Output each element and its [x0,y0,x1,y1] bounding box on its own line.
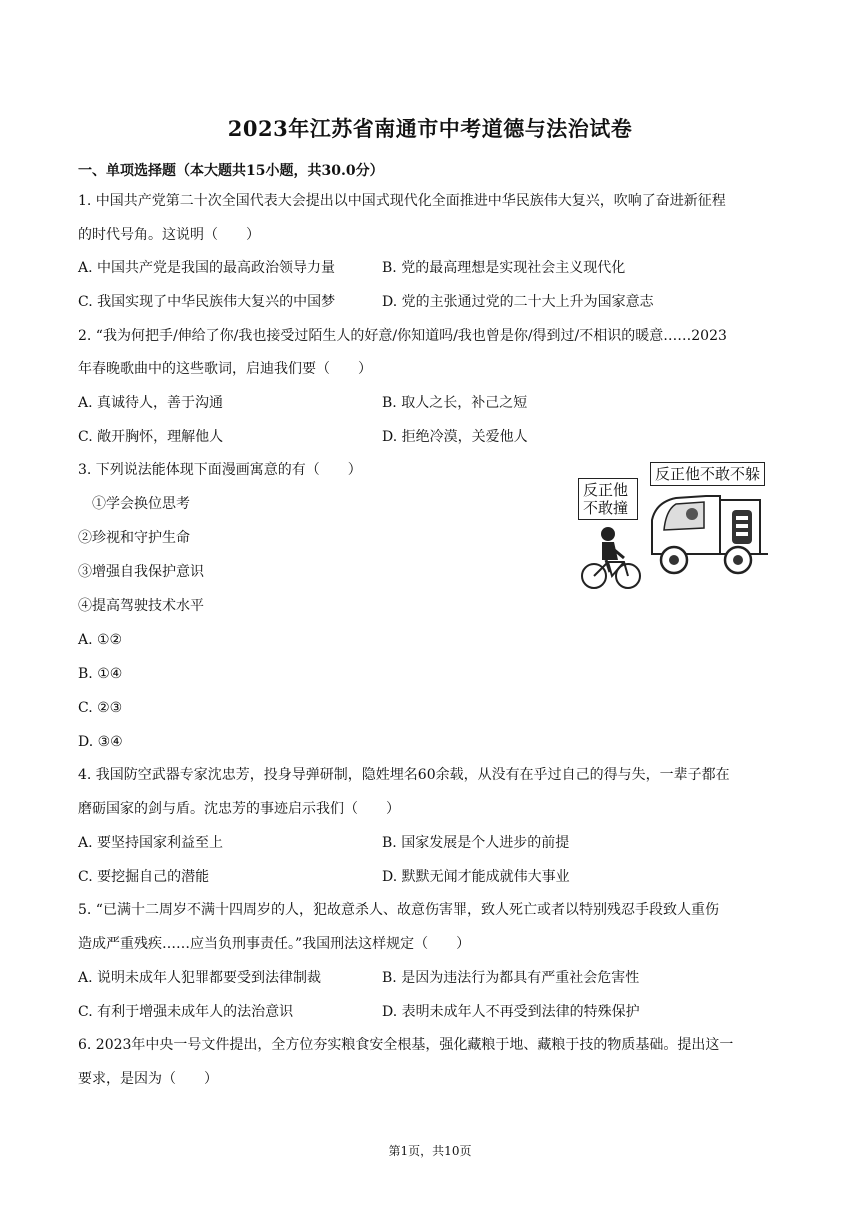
q3-statement-1: ①学会换位思考 [92,496,190,512]
q3-option-d: D. ③④ [78,734,123,750]
q5-stem-line1: 5. “已满十二周岁不满十四周岁的人，犯故意杀人、故意伤害罪，致人死亡或者以特别残忍手段致人重伤 [78,902,719,918]
q3-statement-3: ③增强自我保护意识 [78,564,204,580]
q5-option-b: B. 是因为违法行为都具有严重社会危害性 [382,970,640,986]
q1-option-a: A. 中国共产党是我国的最高政治领导力量 [78,260,336,276]
section-heading: 一、单项选择题（本大题共15小题，共30.0分） [78,163,384,179]
q6-stem-line1: 6. 2023年中央一号文件提出，全方位夯实粮食安全根基，强化藏粮于地、藏粮于技的物质基础。提出这一 [78,1037,734,1053]
q2-option-c: C. 敞开胸怀，理解他人 [78,429,224,445]
q6-stem-line2: 要求，是因为（ ） [78,1071,218,1087]
page-number: 第1页，共10页 [388,1144,472,1158]
q2-stem-line2: 年春晚歌曲中的这些歌词，启迪我们要（ ） [78,361,372,377]
q4-stem-line2: 磨砺国家的剑与盾。沈忠芳的事迹启示我们（ ） [78,801,400,817]
bubble-left-line1: 反正他 [583,481,629,499]
q5-option-d: D. 表明未成年人不再受到法律的特殊保护 [382,1004,640,1020]
page-title: 2023年江苏省南通市中考道德与法治试卷 [227,116,633,141]
q1-option-d: D. 党的主张通过党的二十大上升为国家意志 [382,294,654,310]
cartoon-bubble-driver: 反正他不敢不躲 [650,462,765,486]
q3-option-c: C. ②③ [78,700,123,716]
q3-stem: 3. 下列说法能体现下面漫画寓意的有（ ） [78,462,362,478]
q3-option-b: B. ①④ [78,666,123,682]
q2-option-b: B. 取人之长，补己之短 [382,395,528,411]
q4-option-c: C. 要挖掘自己的潜能 [78,869,210,885]
q2-stem-line1: 2. “我为何把手/伸给了你/我也接受过陌生人的好意/你知道吗/我也曾是你/得到过/不相识的暖意……2023 [78,328,727,344]
q3-statement-4: ④提高驾驶技术水平 [78,598,204,614]
q5-option-a: A. 说明未成年人犯罪都要受到法律制裁 [78,970,322,986]
q2-option-d: D. 拒绝冷漠，关爱他人 [382,429,528,445]
q4-option-a: A. 要坚持国家利益至上 [78,835,224,851]
q3-cartoon [578,458,786,592]
q4-option-d: D. 默默无闻才能成就伟大事业 [382,869,570,885]
q2-option-a: A. 真诚待人，善于沟通 [78,395,224,411]
q5-stem-line2: 造成严重残疾……应当负刑事责任。”我国刑法这样规定（ ） [78,936,471,952]
q4-option-b: B. 国家发展是个人进步的前提 [382,835,570,851]
q1-stem-line1: 1. 中国共产党第二十次全国代表大会提出以中国式现代化全面推进中华民族伟大复兴，吹响了奋进新征程 [78,193,726,209]
q3-option-a: A. ①② [78,632,123,648]
q1-option-c: C. 我国实现了中华民族伟大复兴的中国梦 [78,294,336,310]
cartoon-bubble-cyclist [578,478,638,520]
q3-statement-2: ②珍视和守护生命 [78,530,190,546]
q5-option-c: C. 有利于增强未成年人的法治意识 [78,1004,294,1020]
q1-option-b: B. 党的最高理想是实现社会主义现代化 [382,260,626,276]
q1-stem-line2: 的时代号角。这说明（ ） [78,227,260,243]
bubble-left-line2: 不敢撞 [583,499,629,517]
q4-stem-line1: 4. 我国防空武器专家沈忠芳，投身导弹研制，隐姓埋名60余载，从没有在乎过自己的得与失，一辈子都在 [78,767,730,783]
